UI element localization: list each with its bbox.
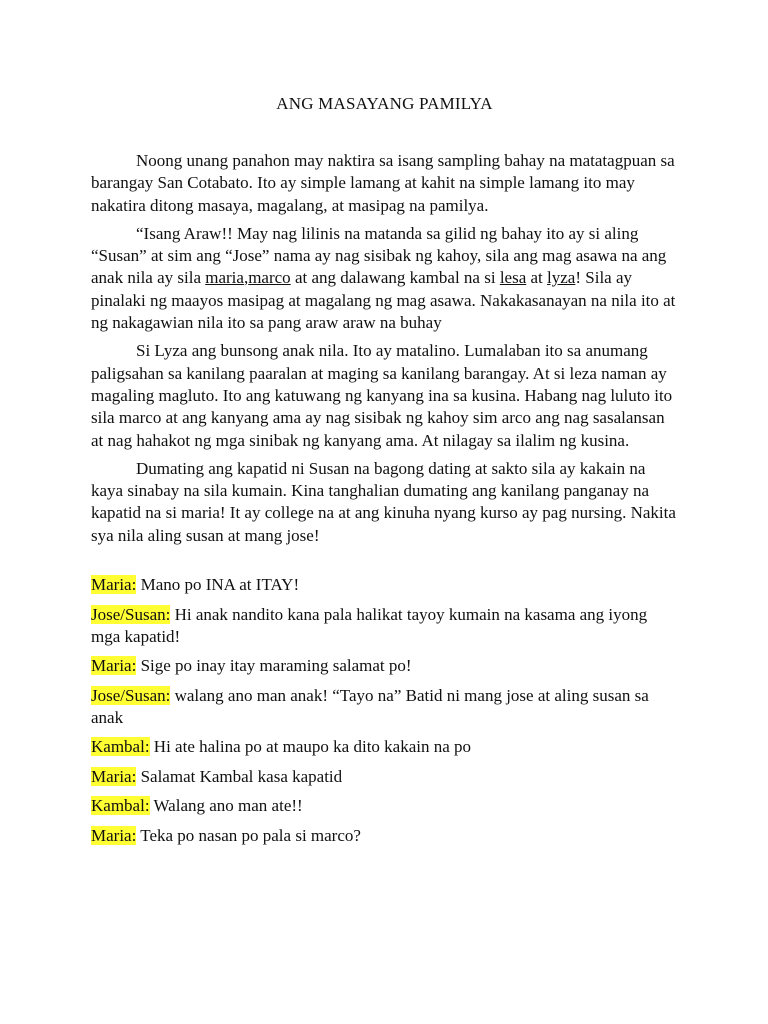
- story-body: [91, 150, 678, 547]
- paragraph-text: at ang dalawang kambal na si: [290, 268, 500, 288]
- speaker-label: Maria:: [91, 825, 137, 845]
- dialogue-line: [91, 685, 678, 729]
- dialogue-text: Teka po nasan po pala si marco?: [136, 825, 361, 845]
- dialogue-text: walang ano man anak! “Tayo na” Batid ni mang jose at aling susan sa anak: [91, 685, 649, 727]
- dialogue-text: Hi anak nandito kana pala halikat tayoy kumain na kasama ang iyong mga kapatid!: [91, 604, 648, 646]
- speaker-label: Kambal:: [91, 796, 150, 816]
- paragraph-text: ,: [243, 268, 249, 288]
- dialogue-line: [91, 825, 678, 847]
- speaker-label: Jose/Susan:: [91, 685, 171, 705]
- dialogue-line: [91, 766, 678, 788]
- dialogue-text: Sige po inay itay maraming salamat po!: [136, 656, 412, 676]
- story-paragraph: [91, 150, 678, 217]
- paragraph-text: Dumating ang kapatid ni Susan na bagong dating at sakto sila ay kakain na kaya sinabay na sila kumain. Kina tanghalian dumating ang kanilang panganay na kapatid na si maria! It ay college na at ang kinuha nyang kurso ay pag nursing. Nakita sya nila aling susan at mang jose!: [91, 458, 676, 545]
- paragraph-text: ! Sila ay pinalaki ng maayos masipag at magalang ng mag asawa. Nakakasanayan na nila ito at ng nakagawian nila ito sa pang araw araw na buhay: [91, 268, 676, 333]
- dialogue-text: Hi ate halina po at maupo ka dito kakain na po: [149, 737, 472, 757]
- dialogue-text: Mano po INA at ITAY!: [136, 575, 300, 595]
- underlined-name: lyza: [547, 268, 576, 288]
- underlined-name: lesa: [499, 268, 527, 288]
- story-paragraph: [91, 223, 678, 334]
- dialogue-text: Salamat Kambal kasa kapatid: [136, 766, 343, 786]
- dialogue-line: [91, 574, 678, 596]
- speaker-label: Kambal:: [91, 737, 150, 757]
- speaker-label: Jose/Susan:: [91, 604, 171, 624]
- dialogue-line: [91, 795, 678, 817]
- paragraph-text: Si Lyza ang bunsong anak nila. Ito ay matalino. Lumalaban ito sa anumang paligsahan sa kanilang paaralan at maging sa kanilang barangay. At si leza naman ay magaling magluto. Ito ang katuwang ng kanyang ina sa kusina. Habang nag luluto ito sila marco at ang kanyang ama ay nag sisibak ng kahoy sim arco ang nag sasalansan at nag hahakot ng mga sinibak ng kanyang ama. At nilagay sa ilalim ng kusina.: [91, 341, 673, 450]
- story-paragraph: [91, 340, 678, 451]
- dialogue-text: Walang ano man ate!!: [149, 796, 303, 816]
- speaker-label: Maria:: [91, 656, 137, 676]
- speaker-label: Maria:: [91, 575, 137, 595]
- document-title: ANG MASAYANG PAMILYA: [276, 94, 493, 113]
- dialogue-line: [91, 604, 678, 648]
- story-paragraph: [91, 458, 678, 547]
- paragraph-text: “Isang Araw!! May nag lilinis na matanda sa gilid ng bahay ito ay si aling “Susan” at sim ang “Jose” nama ay nag sisibak ng kahoy, sila ang mag asawa na ang anak nila ay sila: [91, 223, 667, 288]
- underlined-name: maria: [205, 268, 244, 288]
- paragraph-text: Noong unang panahon may naktira sa isang sampling bahay na matatagpuan sa barangay San Cotabato. Ito ay simple lamang at kahit na simple lamang ito may nakatira ditong masaya, magalang, at masipag na pamilya.: [91, 151, 675, 215]
- dialogue-line: [91, 736, 678, 758]
- dialogue-section: [91, 574, 678, 847]
- paragraph-text: at: [526, 268, 548, 288]
- underlined-name: marco: [248, 268, 291, 288]
- dialogue-line: [91, 655, 678, 677]
- speaker-label: Maria:: [91, 766, 137, 786]
